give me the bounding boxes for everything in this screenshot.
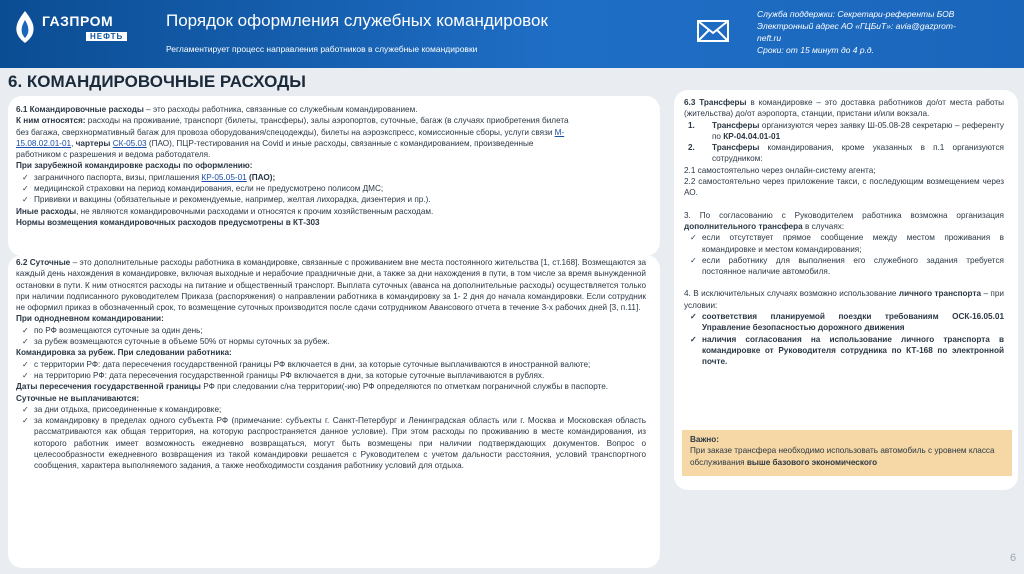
note-text: При заказе трансфера необходимо использовать автомобиль с уровнем класса обслуживания [690, 446, 995, 467]
link-m-15-cont[interactable]: 15.08.02.01-01 [16, 138, 72, 148]
s63-p3-end: в случаях: [802, 221, 845, 231]
s63-p4-bold: личного транспорта [898, 289, 982, 299]
s62-border-text: РФ при следовании с/на территории(-ию) РФ определяются по отметкам пограничной службы в паспорте. [200, 382, 609, 392]
s61-includes-label: К ним относятся: [16, 116, 86, 126]
s61-charters: чартеры [75, 138, 111, 148]
note-bold: выше базового экономического [746, 457, 878, 467]
gazprom-neft-logo[interactable] [12, 8, 130, 48]
header-bar [0, 0, 1024, 68]
list-item: ✓ соответствия планируемой поездки требованиям ОСК-16.05.01 Управление безопасностью дорожного движения [684, 311, 1004, 334]
note-title: Важно: [690, 435, 719, 444]
support-info [757, 8, 967, 56]
link-kr-05-05-01[interactable]: КР-05.05-01 [201, 172, 247, 182]
item-label: Трансферы [712, 120, 760, 130]
list-item: ✓ если работнику для выполнения его служебного задания требуется постоянное наличие автомобиля. [684, 255, 1004, 278]
link-m-15[interactable]: М- [554, 127, 565, 137]
s63-p3-bold: дополнительного трансфера [684, 221, 803, 231]
item-number: 2. [688, 143, 695, 153]
list-item: ✓ на территорию РФ: дата пересечения государственной границы РФ включается в дни, за которые суточные выплачиваются в рублях. [16, 370, 646, 381]
list-item: ✓ наличия согласования на использование личного транспорта в командировке от Руководителя сотрудника по КТ-168 по электронной почте. [684, 334, 1004, 368]
section-6-3 [684, 97, 1004, 368]
s61-foreign-heading: При зарубежной командировке расходы по оформлению: [16, 161, 253, 171]
s62-not-paid-heading: Суточные не выплачиваются: [16, 393, 140, 403]
s61-heading: 6.1 Командировочные расходы [16, 105, 144, 114]
item-text: командирования, кроме указанных в п.1 организуются сотрудником: [712, 143, 1004, 164]
item-text: организуются через заявку Ш-05.08-28 секретарю – референту по [712, 120, 1004, 141]
s62-heading: 6.2 Суточные [16, 258, 71, 267]
s61-other-label: Иные расходы [16, 206, 77, 216]
support-email-cont[interactable]: neft.ru [757, 33, 782, 43]
s63-sub-2-2: 2.2 самостоятельно через приложение такси, с последующим возмещением через АО. [684, 177, 1004, 198]
list-item: ✓ Прививки и вакцины (обязательные и рекомендуемые, например, желтая лихорадка, дизентерия и пр.). [16, 194, 652, 205]
flame-icon [12, 10, 38, 44]
logo-main-text: ГАЗПРОМ [42, 13, 114, 29]
s62-abroad-heading: Командировка за рубеж. При следовании работника: [16, 348, 232, 358]
s63-heading: 6.3 Трансферы [684, 98, 747, 107]
support-line: Служба поддержки: Секретари-референты БОВ [757, 9, 955, 19]
s61-text: – это расходы работника, связанные со служебным командированием. [143, 105, 418, 114]
important-note [682, 430, 1012, 476]
item-doc: КР-04.04.01-01 [723, 131, 781, 141]
list-item: ✓ по РФ возмещаются суточные за один день; [16, 325, 646, 336]
section-6-2 [16, 257, 646, 472]
s62-text: – это дополнительные расходы работника в командировке, связанные с проживанием вне места постоянного жительства [1, ст.168]. Возмещаются за каждый день нахождения в командировке, включая выходные и нерабочие праздничные дни, а также за дни нахождения в пути, в том числе за время вынужденной остановки в пути. К ним относятся расходы на питание и общественный транспорт. Выплата суточных (аванса на дополнительные расходы) осуществляется только при наличии подписанного руководителем Приказа (распоряжения) о направлении работника в командировку за 1- 2 дня до начала командировки. Если сотрудник не оформил приказ в обозначенный срок, то возмещение суточных производится после сдачи сотрудником Авансового отчета в течение 3-х рабочих дней [3, п.11]. [16, 258, 647, 313]
list-item: ✓ за командировку в пределах одного субъекта РФ (примечание: субъекты г. Санкт-Петербург и Ленинградская область или г. Москва и Московская область рассматриваются как общая территория, на которую распространяется данное условие). При этом расходы по проживанию в месте командирования, из которого работник имеет возможность ежедневно возвращаться, могут быть возмещены при наличии подтверждающих документов. Вопрос о целесообразности ежедневного возвращения из такой командировки решается с Руководителем с учетом дальности расстояния, условий транспортного сообщения, характера выполняемого задания, а также необходимости создания работнику условий для отдыха. [16, 415, 646, 471]
list-item: ✓ за рубеж возмещаются суточные в объеме 50% от нормы суточных за рубеж. [16, 336, 646, 347]
list-item-text: заграничного паспорта, визы, приглашения [34, 172, 202, 182]
item-number: 1. [688, 120, 695, 130]
list-item: ✓ за дни отдыха, присоединенные к командировке; [16, 404, 646, 415]
s61-text-line5: работником с разрешения и ведома работодателя. [16, 150, 211, 160]
list-item-text-end: (ПАО); [246, 172, 276, 182]
logo-sub-text: НЕФТЬ [86, 32, 127, 41]
list-item: ✓ с территории РФ: дата пересечения государственной границы РФ включается в дни, за которые суточные выплачиваются в иностранной валюте; [16, 359, 646, 370]
s61-text-line3: без багажа, сверхнормативный багаж для провоза оборудования/спецодежды), билеты на аэроэкспресс, комиссионные сборы, услуги связи [16, 127, 555, 137]
s61-includes-text: расходы на проживание, транспорт (билеты, трансферы), залы аэропортов, суточные, багаж (в случаях приобретения билета [85, 116, 569, 126]
s63-p3-text: 3. По согласованию с Руководителем работника возможна организация [684, 210, 1004, 220]
numbered-item [684, 142, 1004, 165]
s61-other-text: , не являются командировочными расходами и относятся к прочим хозяйственным расходам. [76, 206, 434, 216]
s61-sep: , [71, 138, 76, 148]
s61-text-line4: (ПАО), ПЦР-тестирования на Covid и иные расходы, связанные с командированием, произведенные [146, 138, 534, 148]
mail-icon[interactable] [697, 20, 729, 42]
page-title: Порядок оформления служебных командировок [166, 11, 548, 30]
support-terms: Сроки: от 15 минут до 4 р.д. [757, 45, 874, 55]
list-item: ✓ медицинской страховки на период командирования, если не предусмотрено полисом ДМС; [16, 183, 652, 194]
s61-norms: Нормы возмещения командировочных расходов предусмотрены в [16, 217, 294, 227]
s62-one-day-heading: При однодневном командировании: [16, 314, 164, 324]
page-subtitle: Регламентирует процесс направления работников в служебные командировки [166, 44, 478, 54]
section-title: 6. КОМАНДИРОВОЧНЫЕ РАСХОДЫ [8, 72, 306, 91]
list-item [16, 172, 652, 183]
section-6-1 [16, 104, 652, 228]
s63-p4-text: 4. В исключительных случаях возможно использование [684, 289, 899, 299]
link-sk-05-03[interactable]: СК-05.03 [112, 138, 147, 148]
s62-border-label: Даты пересечения государственной границы [16, 382, 201, 392]
page-number: 6 [1010, 552, 1017, 564]
s63-p4-end: – при условии: [684, 289, 1004, 310]
s63-text: в командировке – это доставка работников до/от места работы (жительства) до/от аэропорта, станции, пристани и/или вокзала. [684, 98, 1004, 119]
item-label: Трансферы [712, 143, 760, 153]
list-item: ✓ если отсутствует прямое сообщение между местом проживания в командировке и местом командирования; [684, 232, 1004, 255]
s61-norms-doc: КТ-303 [293, 217, 320, 227]
numbered-item [684, 120, 1004, 143]
support-email[interactable]: Электронный адрес АО «ГЦБиТ»: avia@gazprom- [757, 21, 956, 31]
s63-sub-2-1: 2.1 самостоятельно через онлайн-систему агента; [684, 165, 876, 175]
